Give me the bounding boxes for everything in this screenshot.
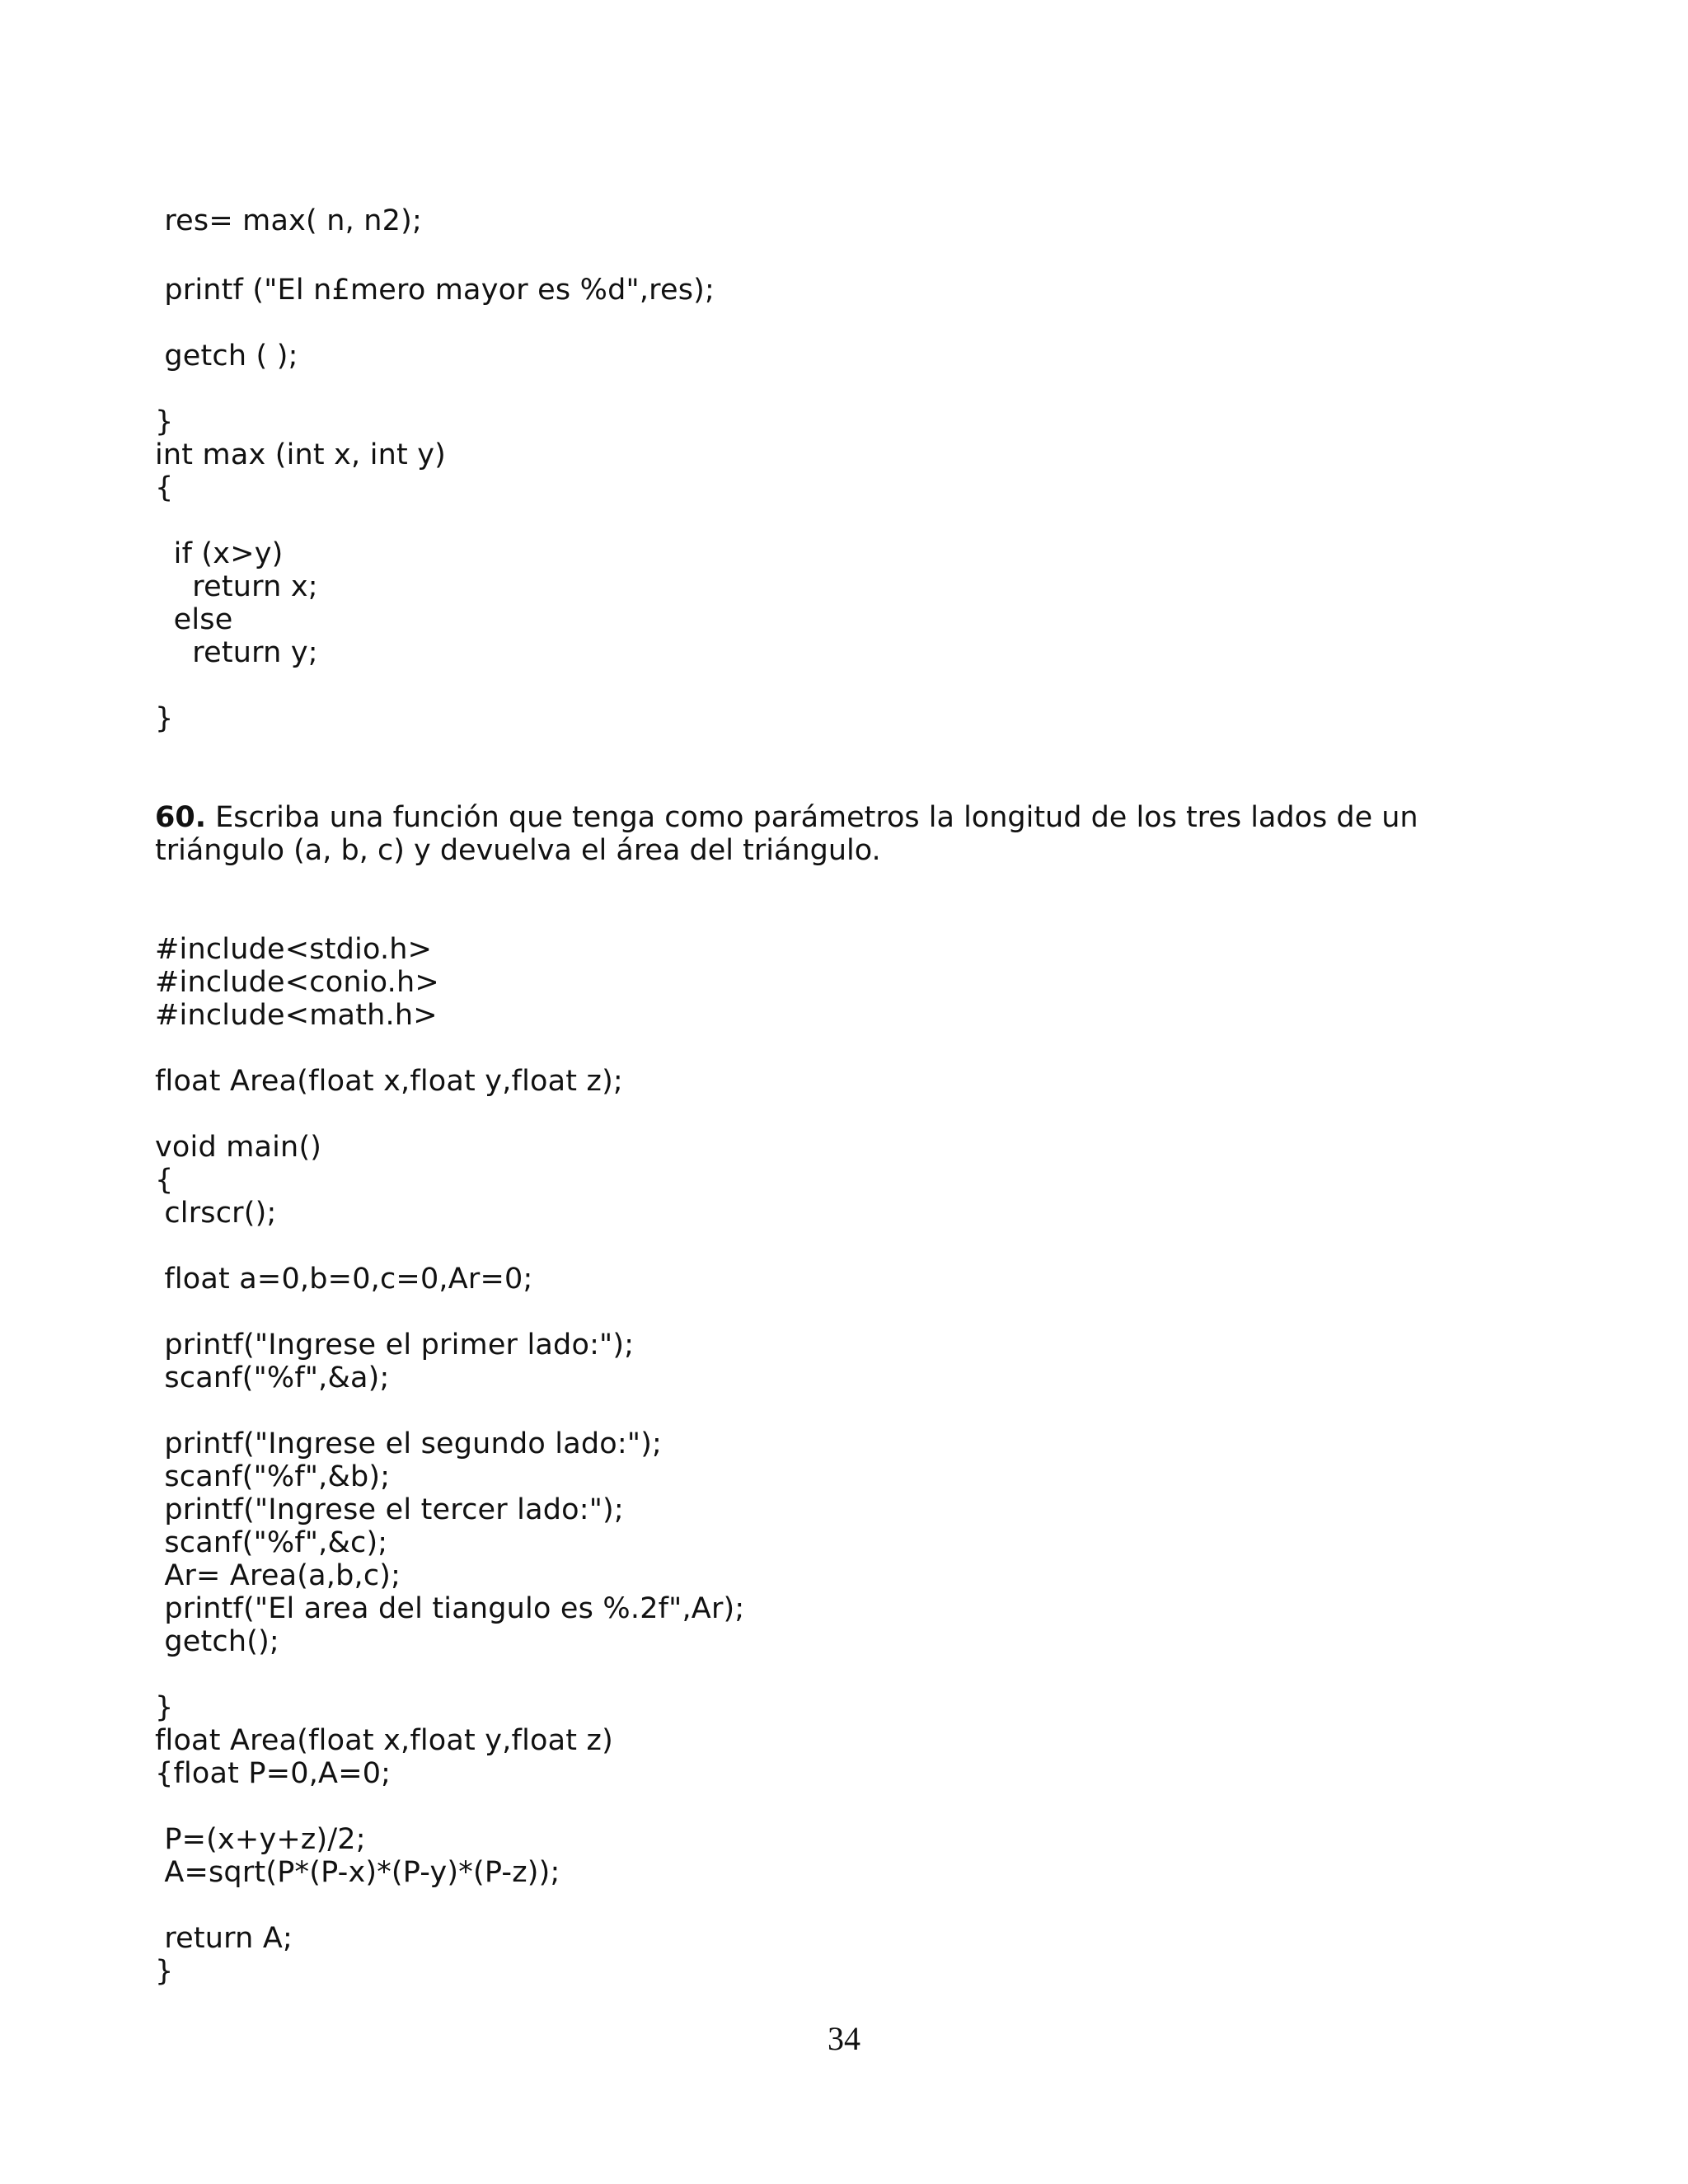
code-line: } (155, 405, 174, 438)
exercise-number: 60. (155, 801, 207, 834)
code-line: getch(); (155, 1625, 279, 1658)
code-line: printf("Ingrese el primer lado:"); (155, 1329, 635, 1361)
code-line: getch ( ); (155, 340, 298, 373)
code-line: res= max( n, n2); (155, 204, 422, 237)
page-number: 34 (828, 2020, 860, 2057)
code-line: } (155, 1691, 174, 1724)
code-line: return y; (155, 636, 318, 669)
code-line: #include<math.h> (155, 999, 438, 1032)
code-line: A=sqrt(P*(P-x)*(P-y)*(P-z)); (155, 1856, 560, 1889)
exercise-statement (155, 801, 1540, 867)
code-line: printf("El area del tiangulo es %.2f",Ar); (155, 1592, 745, 1625)
code-line: #include<conio.h> (155, 966, 439, 999)
code-line: if (x>y) (155, 537, 284, 570)
code-line: {float P=0,A=0; (155, 1757, 392, 1790)
code-line: else (155, 603, 233, 636)
code-line: Ar= Area(a,b,c); (155, 1559, 401, 1592)
code-line: printf("Ingrese el segundo lado:"); (155, 1427, 663, 1460)
code-line: scanf("%f",&b); (155, 1460, 391, 1493)
code-line: #include<stdio.h> (155, 933, 433, 966)
code-line: printf("Ingrese el tercer lado:"); (155, 1493, 624, 1526)
code-line: void main() (155, 1131, 322, 1164)
code-line: printf ("El n£mero mayor es %d",res); (155, 274, 715, 307)
code-line: } (155, 702, 174, 735)
code-line: { (155, 1164, 174, 1197)
code-line: return x; (155, 570, 318, 603)
exercise-text: Escriba una función que tenga como parámetros la longitud de los tres lados de un triángulo (a, b, c) y devuelva el área del triángulo. (155, 801, 1418, 867)
code-line: scanf("%f",&c); (155, 1526, 388, 1559)
code-line: clrscr(); (155, 1197, 277, 1230)
code-line: } (155, 1955, 174, 1988)
code-line: scanf("%f",&a); (155, 1361, 390, 1394)
code-line: int max (int x, int y) (155, 438, 447, 471)
code-line: { (155, 471, 174, 504)
code-line: P=(x+y+z)/2; (155, 1823, 366, 1856)
code-line: float Area(float x,float y,float z) (155, 1724, 613, 1757)
code-line: float Area(float x,float y,float z); (155, 1065, 623, 1098)
code-line: return A; (155, 1922, 293, 1955)
code-line: float a=0,b=0,c=0,Ar=0; (155, 1263, 533, 1296)
